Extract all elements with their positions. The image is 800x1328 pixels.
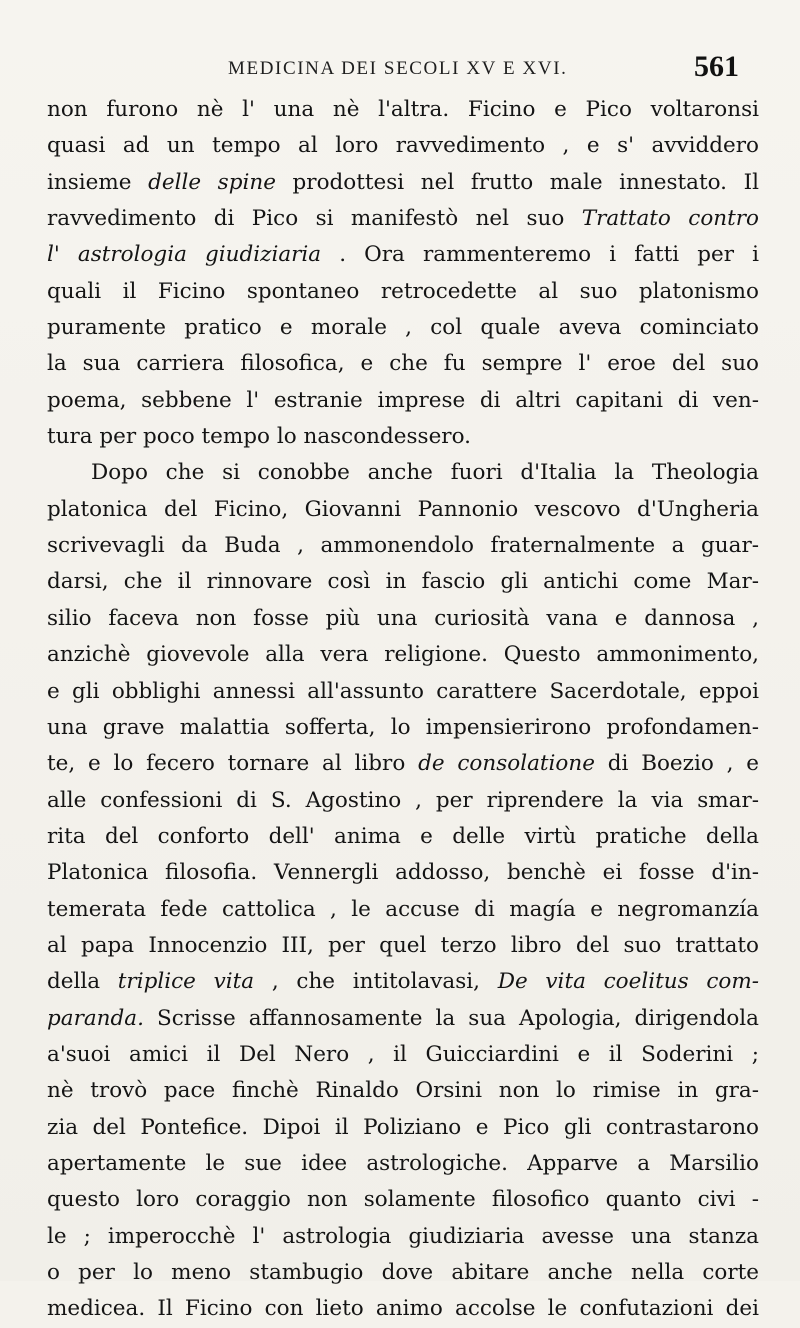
text-line: l' astrologia giudiziaria . Ora rammenteremo i fatti per i: [47, 242, 759, 268]
text-line: a'suoi amici il Del Nero , il Guicciardini e il Soderini ;: [47, 1041, 759, 1067]
text-line: te, e lo fecero tornare al libro de consolatione di Boezio , e: [47, 751, 759, 777]
text-line: zia del Pontefice. Dipoi il Poliziano e Pico gli contrastarono: [47, 1114, 759, 1140]
text-line: platonica del Ficino, Giovanni Pannonio vescovo d'Ungheria: [47, 496, 759, 522]
italic-phrase: de consolatione: [418, 751, 595, 777]
italic-phrase: delle spine: [148, 169, 276, 195]
text-line: medicea. Il Ficino con lieto animo accolse le confutazioni dei: [47, 1296, 759, 1322]
text-line: ravvedimento di Pico si manifestò nel suo Trattato contro: [47, 206, 759, 232]
text-line: e gli obblighi annessi all'assunto carattere Sacerdotale, eppoi: [47, 678, 759, 704]
text-line: al papa Innocenzio III, per quel terzo libro del suo trattato: [47, 932, 759, 958]
page-number: 561: [694, 50, 739, 83]
italic-phrase: De vita coelitus com-: [497, 969, 759, 995]
text-line: temerata fede cattolica , le accuse di magía e negromanzía: [47, 896, 759, 922]
text-line: anzichè giovevole alla vera religione. Questo ammonimento,: [47, 642, 759, 668]
text-line: questo loro coraggio non solamente filosofico quanto civi -: [47, 1187, 759, 1213]
text-line: apertamente le sue idee astrologiche. Apparve a Marsilio: [47, 1150, 759, 1176]
text-line: Platonica filosofia. Vennergli addosso, benchè ei fosse d'in-: [47, 860, 759, 886]
text-line: poema, sebbene l' estranie imprese di altri capitani di ven-: [47, 387, 759, 413]
italic-phrase: Trattato contro: [581, 206, 759, 232]
text-line: o per lo meno stambugio dove abitare anche nella corte: [47, 1260, 759, 1285]
text-line: puramente pratico e morale , col quale aveva cominciato: [47, 315, 759, 341]
text-line: non furono nè l' una nè l'altra. Ficino e Pico voltaronsi: [47, 97, 759, 122]
running-head: [0, 52, 800, 92]
text-line: insieme delle spine prodottesi nel frutto male innestato. Il: [47, 169, 759, 195]
text-line: paranda. Scrisse affannosamente la sua Apologia, dirigendola: [47, 1005, 759, 1031]
text-line: alle confessioni di S. Agostino , per riprendere la via smar-: [47, 787, 759, 813]
text-line: una grave malattia sofferta, lo impensierirono profondamen-: [47, 714, 759, 740]
text-line: le ; imperocchè l' astrologia giudiziaria avesse una stanza: [47, 1223, 759, 1249]
text-line: Dopo che si conobbe anche fuori d'Italia la Theologia: [91, 460, 759, 486]
italic-phrase: paranda.: [47, 1005, 144, 1031]
text-line: rita del conforto dell' anima e delle virtù pratiche della: [47, 823, 759, 849]
text-line: la sua carriera filosofica, e che fu sempre l' eroe del suo: [47, 351, 759, 377]
text-line: silio faceva non fosse più una curiosità vana e dannosa ,: [47, 605, 759, 631]
running-title: MEDICINA DEI SECOLI XV E XVI.: [228, 58, 568, 79]
text-line: scrivevagli da Buda , ammonendolo fraternalmente a guar-: [47, 533, 759, 559]
text-line: della triplice vita , che intitolavasi, De vita coelitus com-: [47, 969, 759, 995]
text-line: nè trovò pace finchè Rinaldo Orsini non lo rimise in gra-: [47, 1078, 759, 1104]
italic-phrase: l' astrologia giudiziaria: [47, 242, 322, 268]
italic-phrase: triplice vita: [117, 969, 255, 995]
body-text: [47, 92, 759, 1328]
text-line: darsi, che il rinnovare così in fascio gli antichi come Mar-: [47, 569, 759, 595]
text-line: quali il Ficino spontaneo retrocedette al suo platonismo: [47, 278, 759, 304]
text-line: quasi ad un tempo al loro ravvedimento , e s' avviddero: [47, 133, 759, 159]
text-line: tura per poco tempo lo nascondessero.: [47, 424, 471, 450]
